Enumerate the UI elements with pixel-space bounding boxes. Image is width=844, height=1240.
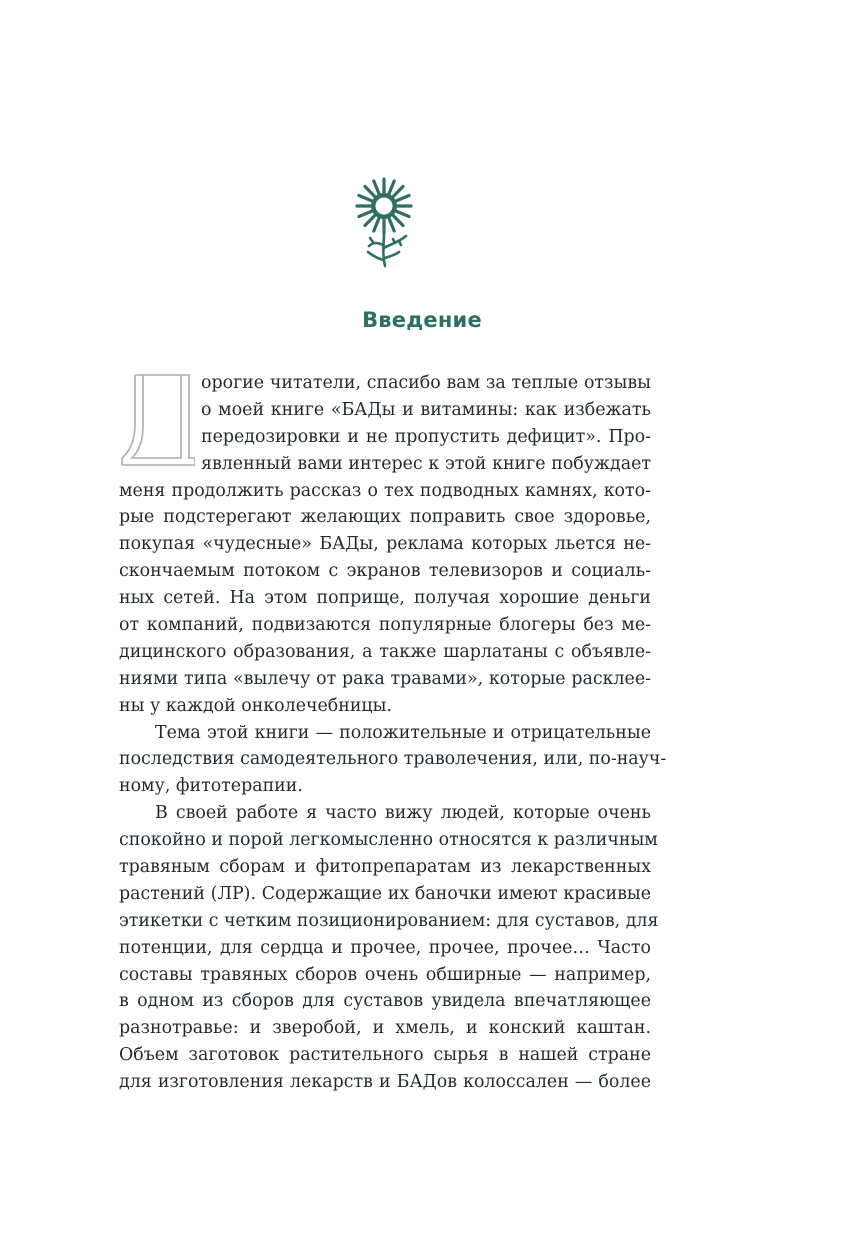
- paragraph-line: от компаний, подвизаются популярные блогеры без ме-: [119, 615, 651, 636]
- paragraph-line: Объем заготовок растительного сырья в нашей стране: [119, 1045, 651, 1066]
- paragraph-line: растений (ЛР). Содержащие их баночки имеют красивые: [119, 883, 651, 904]
- paragraph-line: потенции, для сердца и прочее, прочее, прочее… Часто: [119, 937, 651, 958]
- paragraph-line: скончаемым потоком с экранов телевизоров и социаль-: [119, 561, 651, 582]
- paragraph-line: рые подстерегают желающих поправить свое здоровье,: [119, 507, 651, 528]
- paragraph-line: орогие читатели, спасибо вам за теплые отзывы: [201, 373, 651, 393]
- paragraph-line: меня продолжить рассказ о тех подводных камнях, кото-: [119, 480, 651, 501]
- paragraph-line: спокойно и порой легкомысленно относятся к различным: [119, 830, 658, 851]
- paragraph-line: ны у каждой онколечебницы.: [119, 695, 392, 716]
- paragraph-line: передозировки и не пропустить дефицит». Про-: [201, 426, 651, 447]
- paragraph-line: составы травяных сборов очень обширные — например,: [119, 964, 651, 985]
- paragraph-line: разнотравье: и зверобой, и хмель, и конский каштан.: [119, 1018, 651, 1039]
- paragraph-line: о моей книге «БАДы и витамины: как избежать: [201, 399, 651, 420]
- paragraph-line: В своей работе я часто вижу людей, которые очень: [155, 803, 651, 824]
- paragraph-line: в одном из сборов для суставов увидела впечатляющее: [119, 991, 651, 1012]
- paragraph-line: для изготовления лекарств и БАДов колоссален — более: [119, 1072, 651, 1093]
- paragraph-line: явленный вами интерес к этой книге побуждает: [201, 453, 651, 474]
- body-text: [119, 370, 667, 1096]
- flower-icon: [349, 176, 419, 268]
- paragraph-line: ниями типа «вылечу от рака травами», которые расклее-: [119, 668, 651, 689]
- paragraph-line: Тема этой книги — положительные и отрицательные: [155, 722, 651, 743]
- paragraph-line: последствия самодеятельного траволечения, или, по-науч-: [119, 749, 667, 770]
- paragraph-line: покупая «чудесные» БАДы, реклама которых льется не-: [119, 534, 651, 555]
- chapter-title: Введение: [362, 308, 482, 332]
- paragraph-line: травяным сборам и фитопрепаратам из лекарственных: [119, 857, 651, 878]
- paragraph-line: ных сетей. На этом поприще, получая хорошие деньги: [119, 588, 651, 609]
- paragraph-line: ному, фитотерапии.: [119, 776, 303, 797]
- paragraph-line: этикетки с четким позиционированием: для суставов, для: [119, 910, 659, 931]
- paragraph-line: дицинского образования, а также шарлатаны с объявле-: [119, 641, 651, 662]
